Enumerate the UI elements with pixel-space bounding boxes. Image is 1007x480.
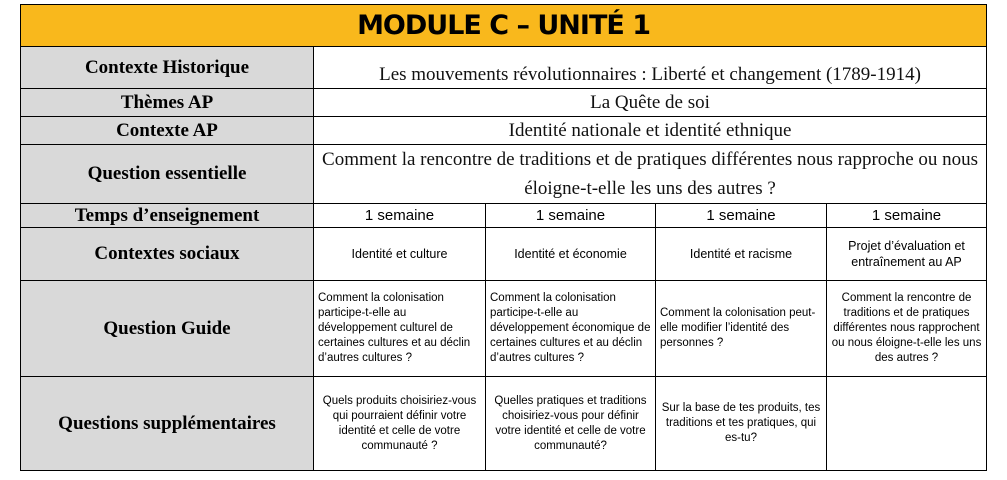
contexte-historique-value: Les mouvements révolutionnaires : Liberté et changement (1789-1914) (314, 47, 987, 89)
question-supp-4 (827, 377, 987, 471)
module-title: MODULE C – UNITÉ 1 (21, 5, 987, 47)
week-2: 1 semaine (486, 204, 656, 228)
questions-supplementaires-label: Questions supplémentaires (21, 377, 314, 471)
week-1: 1 semaine (314, 204, 486, 228)
week-4: 1 semaine (827, 204, 987, 228)
contexte-historique-label: Contexte Historique (21, 47, 314, 89)
question-guide-3: Comment la colonisation peut-elle modifier l’identité des personnes ? (656, 281, 827, 377)
module-table (20, 4, 987, 471)
question-guide-2: Comment la colonisation participe-t-elle au développement économique de certaines cultures et au déclin d’autres cultures ? (486, 281, 656, 377)
week-3: 1 semaine (656, 204, 827, 228)
question-guide-1: Comment la colonisation participe-t-elle au développement culturel de certaines cultures et au déclin d’autres cultures ? (314, 281, 486, 377)
temps-label: Temps d’enseignement (21, 204, 314, 228)
contexte-social-3: Identité et racisme (656, 228, 827, 281)
contexte-ap-value: Identité nationale et identité ethnique (314, 117, 987, 145)
question-guide-label: Question Guide (21, 281, 314, 377)
question-supp-2: Quelles pratiques et traditions choisiriez-vous pour définir votre identité et celle de votre communauté? (486, 377, 656, 471)
contexte-social-1: Identité et culture (314, 228, 486, 281)
themes-ap-value: La Quête de soi (314, 89, 987, 117)
question-supp-3: Sur la base de tes produits, tes traditions et tes pratiques, qui es-tu? (656, 377, 827, 471)
question-guide-4: Comment la rencontre de traditions et de pratiques différentes nous rapprochent ou nous éloigne-t-elle les uns des autres ? (827, 281, 987, 377)
question-supp-1: Quels produits choisiriez-vous qui pourraient définir votre identité et celle de votre communauté ? (314, 377, 486, 471)
contexte-ap-label: Contexte AP (21, 117, 314, 145)
themes-ap-label: Thèmes AP (21, 89, 314, 117)
question-essentielle-value: Comment la rencontre de traditions et de pratiques différentes nous rapproche ou nous éloigne-t-elle les uns des autres ? (314, 145, 987, 204)
contexte-social-4: Projet d’évaluation et entraînement au AP (827, 228, 987, 281)
question-essentielle-label: Question essentielle (21, 145, 314, 204)
contextes-sociaux-label: Contextes sociaux (21, 228, 314, 281)
contexte-social-2: Identité et économie (486, 228, 656, 281)
